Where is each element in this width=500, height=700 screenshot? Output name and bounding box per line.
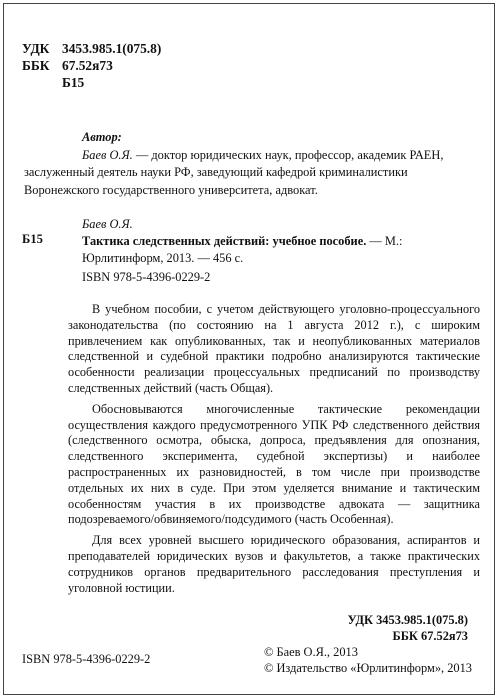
abstract-paragraph-3: Для всех уровней высшего юридического образования, аспирантов и преподавателей юридических вузов и факультетов, а также практических сотрудников органов предварительного расследования преступления и уголовной юстиции. [68, 533, 480, 595]
author-first-line [82, 147, 479, 165]
biblio-code: Б15 [22, 232, 43, 246]
author-block [24, 129, 479, 199]
biblio-isbn: ISBN 978-5-4396-0229-2 [82, 270, 211, 284]
bbk-row [22, 58, 161, 75]
copyright-publisher: © Издательство «Юрлитинформ», 2013 [263, 661, 472, 675]
udk-label: УДК [22, 41, 50, 56]
classification-header [22, 41, 161, 92]
udk-row [22, 41, 161, 58]
abstract-paragraph-2: Обосновываются многочисленные тактические рекомендации осуществления каждого предусмотренного УПК РФ следственного действия (следственного осмотра, обыска, допроса, предъявления для опознания, следственного эксперимента, судебной экспертизы) и наиболее распространенных их разновидностей, в том числе при производстве отдельных их них в суде. При этом уделяется внимание и тактическим особенностям участия в их производстве адвоката — защитника подозреваемого/обвиняемого/подсудимого (часть Особенная). [68, 401, 480, 527]
udk-value: 3453.985.1(075.8) [62, 41, 162, 56]
abstract-paragraph-1: В учебном пособии, с учетом действующего уголовно-процессуального законодательства (по состоянию на 1 августа 2012 г.), с широким привлечением как опубликованных, так и неопубликованных материалов следственной и судебной практики подробно анализируются тактические особенности реализации процессуальных предписаний по производству следственных действий (часть Общая). [68, 302, 480, 395]
bbk-label: ББК [22, 58, 50, 73]
copyright-block [264, 644, 472, 676]
code-row [22, 75, 161, 92]
author-name: Баев О.Я. [82, 147, 133, 162]
document-page [3, 3, 495, 695]
footer-isbn: ISBN 978-5-4396-0229-2 [22, 652, 151, 666]
author-mark-code: Б15 [62, 75, 85, 90]
footer-udk: УДК 3453.985.1(075.8) [347, 613, 468, 627]
code-spacer [22, 75, 62, 92]
biblio-record [82, 216, 479, 267]
author-label: Автор: [82, 130, 122, 144]
author-description-rest: заслуженный деятель науки РФ, заведующий кафедрой криминалистики Воронежского государственного университета, адвокат. [24, 165, 408, 197]
footer-classification [348, 612, 468, 644]
biblio-author: Баев О.Я. [82, 217, 133, 231]
biblio-imprint: — М.: Юрлитинформ, 2013. — 456 с. [82, 234, 403, 265]
biblio-title-line [82, 233, 479, 267]
abstract [68, 302, 480, 601]
copyright-author: © Баев О.Я., 2013 [263, 645, 358, 659]
biblio-title: Тактика следственных действий: учебное пособие. [82, 234, 367, 248]
author-description-first: — доктор юридических наук, профессор, академик РАЕН, [132, 147, 444, 162]
footer-bbk: ББК 67.52я73 [392, 629, 468, 643]
bbk-value: 67.52я73 [62, 58, 113, 73]
